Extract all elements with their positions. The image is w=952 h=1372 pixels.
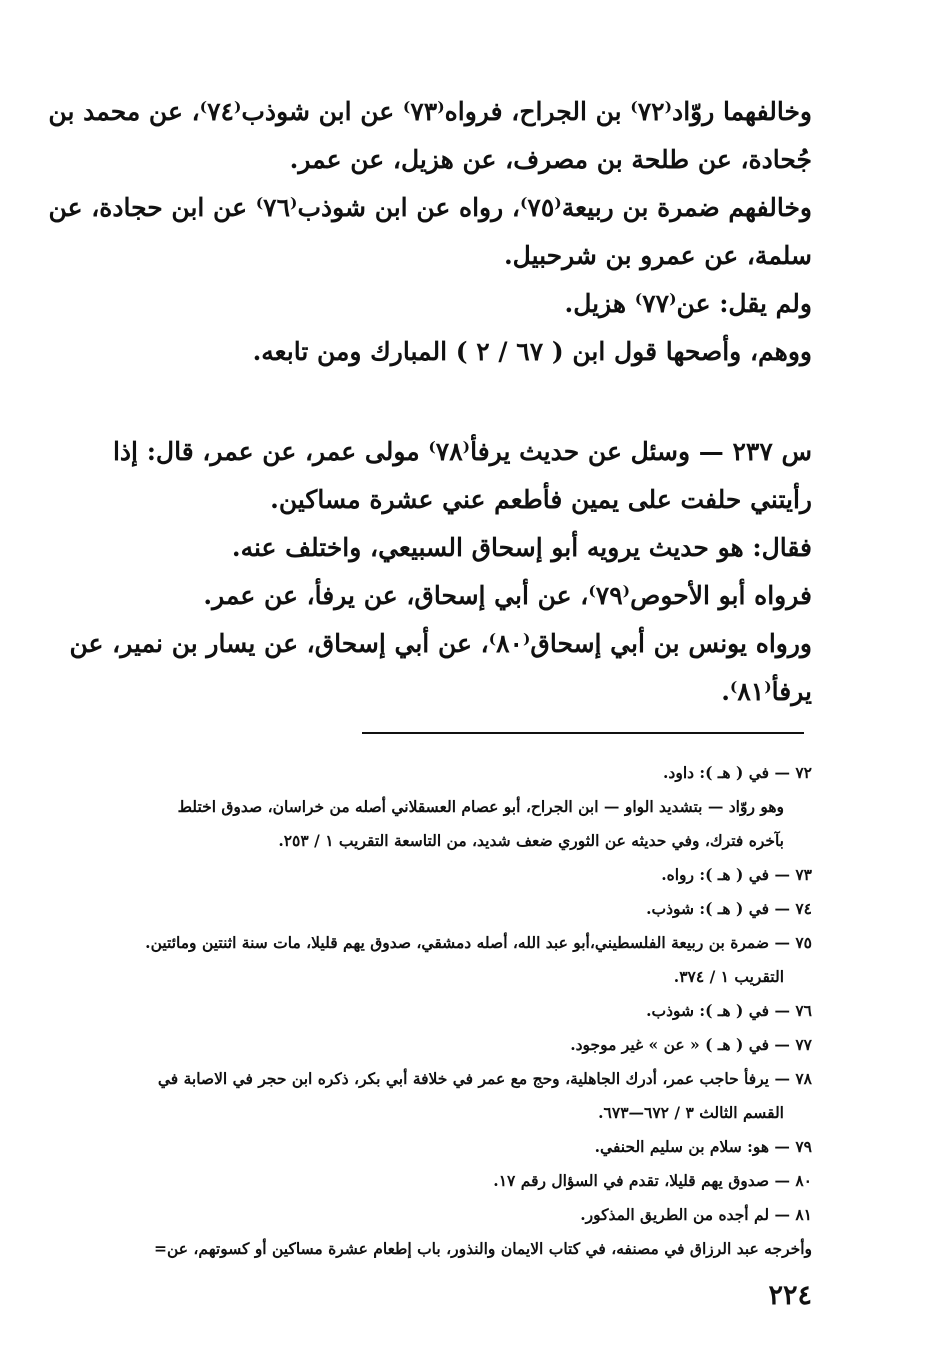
text-line: رأيتني حلفت على يمين فأطعم عني عشرة مساكين. xyxy=(270,485,812,514)
text-line: فقال: هو حديث يرويه أبو إسحاق السبيعي، واختلف عنه. xyxy=(231,533,812,562)
footnote-continuation: التقريب ١ / ٣٧٤. xyxy=(673,967,784,986)
footnote: ٧٤ — في ( هـ ): شوذب. xyxy=(646,899,812,918)
text-line: ورواه يونس بن أبي إسحاق⁽٨٠⁾، عن أبي إسحاق، عن يسار بن نمير، عن xyxy=(69,629,812,658)
footnote: ٧٩ — هو: سلام بن سليم الحنفي. xyxy=(594,1137,812,1156)
question-heading: س ٢٣٧ — وسئل عن حديث يرفأ⁽٧٨⁾ مولى عمر، عن عمر، قال: إذا xyxy=(112,437,812,466)
text-line: سلمة، عن عمرو بن شرحبيل. xyxy=(503,241,812,270)
footnote: ٨١ — لم أجده من الطريق المذكور. xyxy=(580,1205,812,1224)
text-line: وخالفهم ضمرة بن ربيعة⁽٧٥⁾، رواه عن ابن شوذب⁽٧٦⁾ عن ابن حجادة، عن xyxy=(48,193,812,222)
text-line: وخالفهما روّاد⁽٧٢⁾ بن الجراح، فرواه⁽٧٣⁾ عن ابن شوذب⁽٧٤⁾، عن محمد بن xyxy=(48,97,812,126)
footnote: ٧٨ — يرفأ حاجب عمر، أدرك الجاهلية، وحج مع عمر في خلافة أبي بكر، ذكره ابن حجر في الاصابة في xyxy=(157,1069,812,1088)
footnote-divider xyxy=(362,732,804,734)
footnote-continuation: بآخره فترك، وفي حديثه عن الثوري ضعف شديد، من التاسعة التقريب ١ / ٢٥٣. xyxy=(278,831,784,850)
main-text xyxy=(48,88,812,716)
text-line: جُحادة، عن طلحة بن مصرف، عن هزيل، عن عمر. xyxy=(289,145,812,174)
footnote: ٧٦ — في ( هـ ): شوذب. xyxy=(646,1001,812,1020)
footnote: ٧٢ — في ( هـ ): داود. xyxy=(663,763,812,782)
footnote: ٧٧ — في ( هـ ) « عن » غير موجود. xyxy=(570,1035,812,1054)
footnote-continuation: وأخرجه عبد الرزاق في مصنفه، في كتاب الايمان والنذور، باب إطعام عشرة مساكين أو كسوتهم، عن= xyxy=(154,1239,812,1258)
text-line: ولم يقل: عن⁽٧٧⁾ هزيل. xyxy=(564,289,812,318)
text-line: ووهم، وأصحها قول ابن ( ٦٧ / ٢ ) المبارك ومن تابعه. xyxy=(252,337,812,366)
footnote: ٧٣ — في ( هـ ): رواه. xyxy=(661,865,812,884)
footnote: ٧٥ — ضمرة بن ربيعة الفلسطيني،أبو عبد الله، أصله دمشقي، صدوق يهم قليلا، مات سنة اثنتين ومائتين. xyxy=(145,933,812,952)
footnote: ٨٠ — صدوق يهم قليلا، تقدم في السؤال رقم ١٧. xyxy=(493,1171,812,1190)
footnotes xyxy=(112,756,812,1266)
footnote-continuation: وهو روّاد — بتشديد الواو — ابن الجراح، أبو عصام العسقلاني أصله من خراسان، صدوق اختلط xyxy=(177,797,784,816)
text-line: يرفأ⁽٨١⁾. xyxy=(721,677,812,706)
footnote-continuation: القسم الثالث ٣ / ٦٧٢—٦٧٣. xyxy=(598,1103,784,1122)
page-number: ٢٢٤ xyxy=(768,1280,812,1311)
text-line: فرواه أبو الأحوص⁽٧٩⁾، عن أبي إسحاق، عن يرفأ، عن عمر. xyxy=(203,581,812,610)
